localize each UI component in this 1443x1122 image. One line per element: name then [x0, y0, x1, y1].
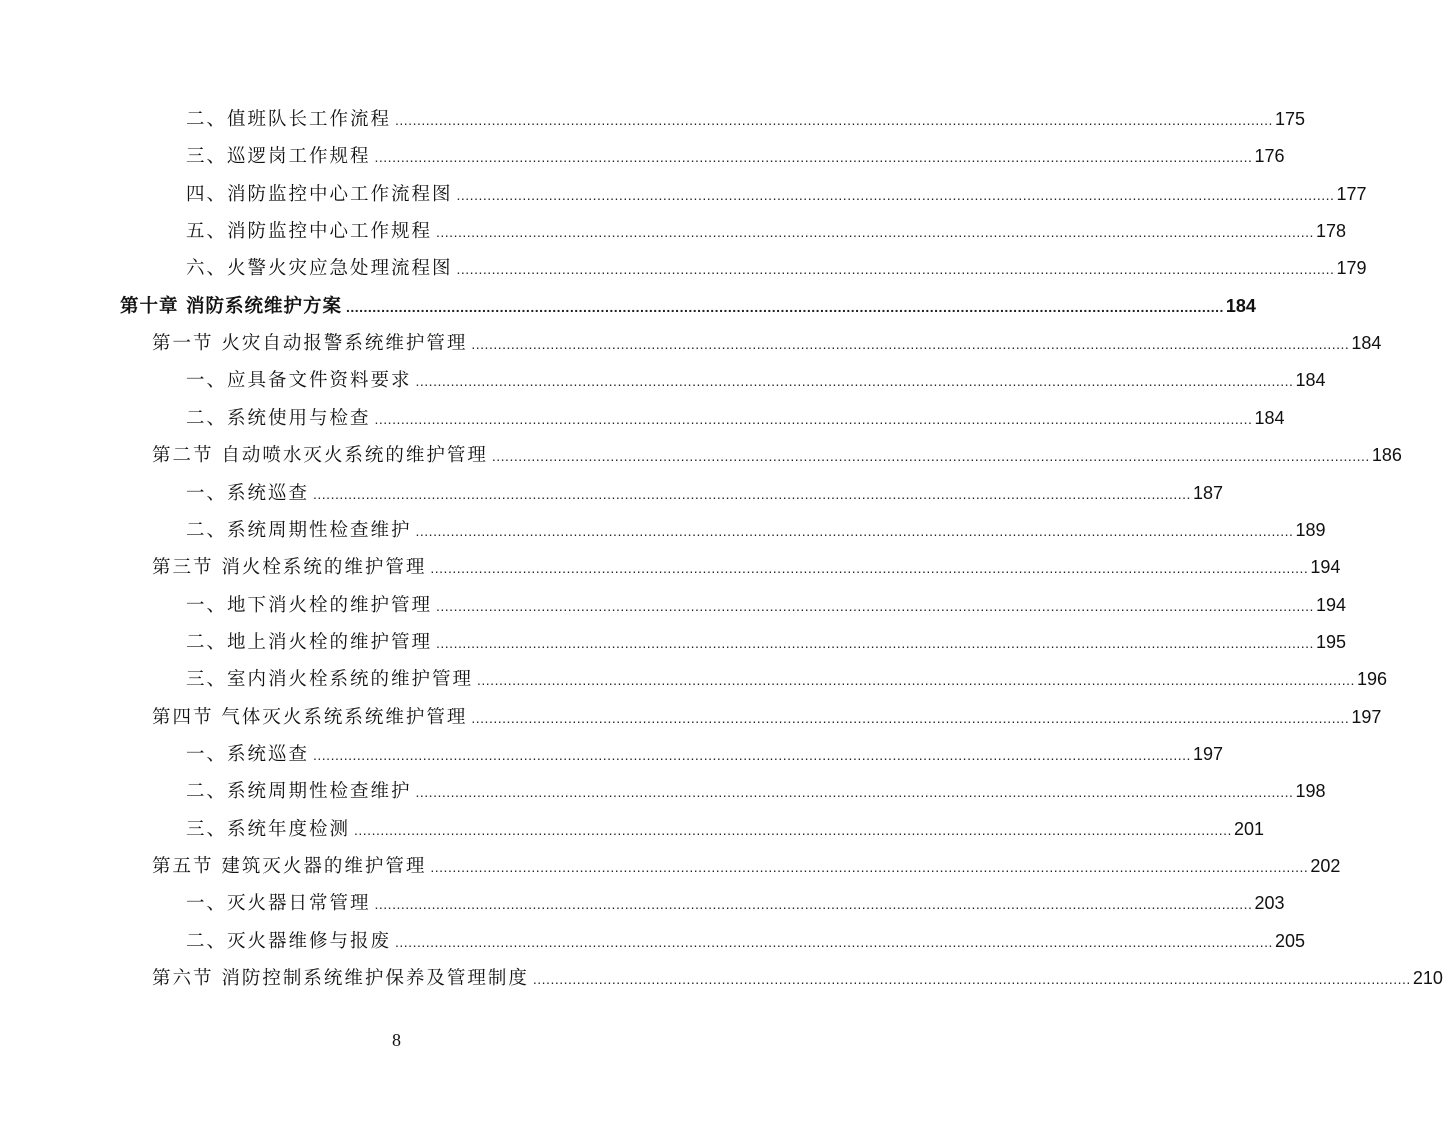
dot-leader: ........................................................................................................................................................................................................	[313, 485, 1191, 502]
toc-entry-title: 第二节 自动喷水灭火系统的维护管理	[152, 445, 488, 467]
dot-leader: ........................................................................................................................................................................................................	[532, 971, 1411, 988]
toc-item-entry[interactable]	[186, 515, 1326, 545]
toc-entry-page-number: 186	[1371, 445, 1402, 466]
toc-entry-page-number: 201	[1233, 818, 1264, 839]
toc-entry-title: 四、消防监控中心工作流程图	[186, 183, 453, 205]
toc-item-entry[interactable]	[186, 776, 1326, 806]
toc-item-entry[interactable]	[186, 141, 1285, 171]
toc-entry-page-number: 176	[1254, 146, 1285, 167]
toc-entry-title: 一、灭火器日常管理	[186, 893, 371, 915]
toc-section-entry[interactable]	[152, 851, 1341, 881]
toc-entry-title: 二、系统周期性检查维护	[186, 519, 412, 541]
toc-entry-page-number: 194	[1310, 557, 1341, 578]
toc-entry-page-number: 189	[1295, 519, 1326, 540]
dot-leader: ........................................................................................................................................................................................................	[471, 336, 1350, 353]
toc-item-entry[interactable]	[186, 590, 1346, 620]
dot-leader: ........................................................................................................................................................................................................	[491, 448, 1370, 465]
toc-entry-title: 二、地上消火栓的维护管理	[186, 631, 433, 653]
toc-entry-page-number: 203	[1254, 893, 1285, 914]
toc-entry-title: 一、应具备文件资料要求	[186, 370, 412, 392]
toc-entry-page-number: 184	[1225, 295, 1256, 316]
dot-leader: ........................................................................................................................................................................................................	[430, 560, 1309, 577]
toc-entry-title: 第一节 火灾自动报警系统维护管理	[152, 333, 468, 355]
dot-leader: ........................................................................................................................................................................................................	[374, 149, 1253, 166]
toc-item-entry[interactable]	[186, 253, 1367, 283]
toc-entry-page-number: 179	[1336, 258, 1367, 279]
toc-entry-page-number: 194	[1315, 594, 1346, 615]
toc-entry-page-number: 210	[1412, 968, 1443, 989]
toc-entry-title: 第三节 消火栓系统的维护管理	[152, 557, 427, 579]
toc-item-entry[interactable]	[186, 814, 1264, 844]
dot-leader: ........................................................................................................................................................................................................	[415, 373, 1294, 390]
toc-item-entry[interactable]	[186, 478, 1223, 508]
toc-section-entry[interactable]	[152, 328, 1382, 358]
toc-item-entry[interactable]	[186, 888, 1285, 918]
toc-section-entry[interactable]	[152, 552, 1341, 582]
dot-leader: ........................................................................................................................................................................................................	[471, 709, 1350, 726]
dot-leader: ........................................................................................................................................................................................................	[430, 859, 1309, 875]
dot-leader: ........................................................................................................................................................................................................	[456, 186, 1335, 203]
dot-leader: ........................................................................................................................................................................................................	[456, 261, 1335, 278]
toc-entry-title: 一、系统巡查	[186, 482, 310, 504]
toc-item-entry[interactable]	[186, 739, 1223, 769]
toc-entry-title: 第六节 消防控制系统维护保养及管理制度	[152, 968, 529, 990]
toc-section-entry[interactable]	[152, 702, 1382, 732]
toc-entry-title: 三、系统年度检测	[186, 818, 351, 840]
dot-leader: ........................................................................................................................................................................................................	[415, 784, 1294, 801]
dot-leader: ........................................................................................................................................................................................................	[436, 224, 1314, 241]
toc-entry-title: 一、系统巡查	[186, 743, 310, 765]
toc-entry-page-number: 178	[1315, 221, 1346, 242]
toc-entry-page-number: 196	[1356, 669, 1387, 690]
toc-item-entry[interactable]	[186, 926, 1305, 956]
dot-leader: ........................................................................................................................................................................................................	[477, 672, 1355, 689]
toc-entry-page-number: 202	[1310, 856, 1341, 876]
toc-entry-title: 六、火警火灾应急处理流程图	[186, 258, 453, 280]
toc-entry-title: 五、消防监控中心工作规程	[186, 221, 433, 243]
toc-entry-page-number: 187	[1192, 482, 1223, 503]
dot-leader: ........................................................................................................................................................................................................	[345, 298, 1224, 315]
dot-leader: ........................................................................................................................................................................................................	[374, 896, 1253, 913]
toc-entry-page-number: 205	[1274, 930, 1305, 951]
toc-entry-title: 二、灭火器维修与报废	[186, 930, 392, 952]
dot-leader: ........................................................................................................................................................................................................	[436, 597, 1314, 614]
toc-entry-page-number: 198	[1295, 781, 1326, 802]
toc-chapter-entry[interactable]	[120, 291, 1256, 321]
toc-item-entry[interactable]	[186, 627, 1346, 657]
toc-entry-title: 一、地下消火栓的维护管理	[186, 594, 433, 616]
toc-item-entry[interactable]	[186, 179, 1367, 209]
toc-item-entry[interactable]	[186, 365, 1326, 395]
dot-leader: ........................................................................................................................................................................................................	[313, 746, 1191, 763]
toc-entry-page-number: 177	[1336, 183, 1367, 204]
toc-entry-page-number: 197	[1192, 743, 1223, 764]
toc-entry-page-number: 184	[1254, 407, 1285, 428]
toc-entry-page-number: 175	[1274, 109, 1305, 129]
dot-leader: ........................................................................................................................................................................................................	[395, 112, 1273, 128]
toc-entry-title: 二、值班队长工作流程	[186, 109, 392, 130]
toc-entry-title: 第五节 建筑灭火器的维护管理	[152, 856, 427, 877]
dot-leader: ........................................................................................................................................................................................................	[436, 634, 1314, 651]
dot-leader: ........................................................................................................................................................................................................	[374, 410, 1253, 427]
dot-leader: ........................................................................................................................................................................................................	[354, 821, 1232, 838]
toc-entry-title: 二、系统周期性检查维护	[186, 781, 412, 803]
toc-section-entry[interactable]	[152, 963, 1443, 993]
dot-leader: ........................................................................................................................................................................................................	[395, 933, 1273, 950]
dot-leader: ........................................................................................................................................................................................................	[415, 522, 1294, 539]
toc-entry-page-number: 197	[1351, 706, 1382, 727]
toc-item-entry[interactable]	[186, 216, 1346, 246]
toc-entry-page-number: 195	[1315, 631, 1346, 652]
toc-entry-title: 三、室内消火栓系统的维护管理	[186, 669, 474, 691]
page-number: 8	[392, 1030, 401, 1050]
toc-item-entry[interactable]	[186, 403, 1285, 433]
toc-entry-page-number: 184	[1295, 370, 1326, 391]
toc-entry-title: 第四节 气体灭火系统系统维护管理	[152, 706, 468, 728]
toc-item-entry[interactable]	[186, 664, 1387, 694]
toc-entry-page-number: 184	[1351, 333, 1382, 354]
toc-entry-title: 第十章 消防系统维护方案	[120, 295, 342, 317]
toc-item-entry[interactable]	[186, 104, 1305, 134]
toc-section-entry[interactable]	[152, 440, 1402, 470]
toc-entry-title: 三、巡逻岗工作规程	[186, 146, 371, 168]
toc-entry-title: 二、系统使用与检查	[186, 407, 371, 429]
